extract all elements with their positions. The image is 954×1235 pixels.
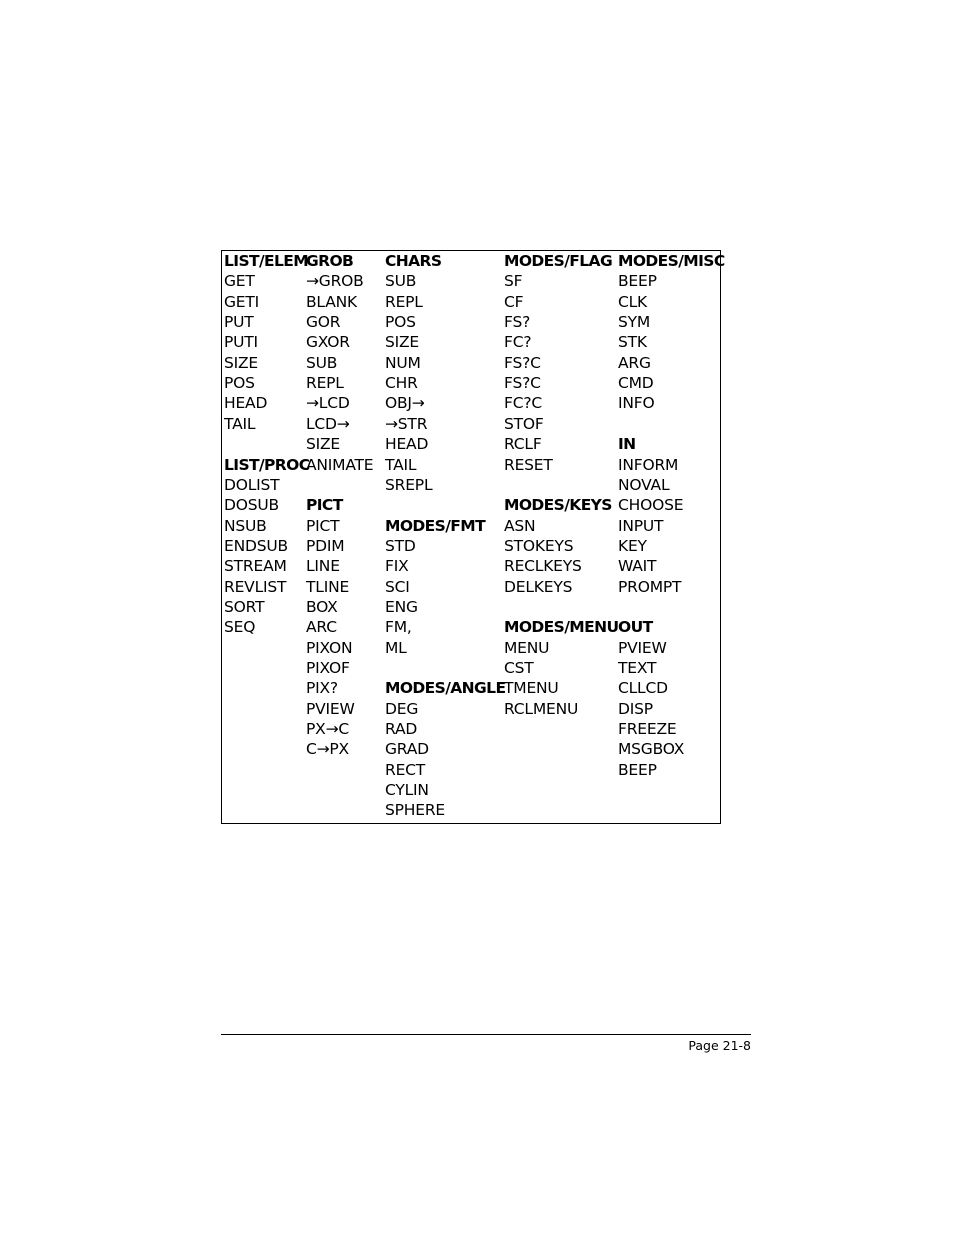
- command-name: STK: [618, 333, 647, 352]
- command-name: PVIEW: [306, 699, 355, 718]
- command-name: TLINE: [306, 577, 350, 596]
- command-name: PROMPT: [618, 577, 682, 596]
- command-name: REPL: [306, 374, 344, 393]
- command-name: GOR: [306, 313, 341, 332]
- command-name: SF: [504, 272, 523, 291]
- command-name: FS?C: [504, 374, 541, 393]
- command-name: CMD: [618, 374, 654, 393]
- command-name: CHR: [385, 374, 418, 393]
- command-name: SPHERE: [385, 801, 445, 820]
- command-name: DISP: [618, 699, 653, 718]
- command-name: REPL: [385, 292, 423, 311]
- command-name: BEEP: [618, 760, 657, 779]
- category-header: MODES/KEYS: [504, 496, 612, 515]
- category-header: GROB: [306, 252, 354, 270]
- command-name: SCI: [385, 577, 410, 596]
- command-name: HEAD: [385, 435, 429, 454]
- command-name: SIZE: [224, 353, 259, 372]
- command-name: PUTI: [224, 333, 258, 352]
- command-name: ENG: [385, 597, 418, 616]
- command-name: CLK: [618, 292, 648, 311]
- command-name: PUT: [224, 313, 254, 332]
- command-name: PIX?: [306, 679, 338, 698]
- command-name: ANIMATE: [306, 455, 374, 474]
- command-name: BOX: [306, 597, 338, 616]
- command-name: ML: [385, 638, 407, 657]
- category-header: LIST/PROC: [224, 455, 310, 474]
- command-name: SIZE: [385, 333, 420, 352]
- command-name: ARC: [306, 618, 337, 637]
- command-name: RCLMENU: [504, 699, 579, 718]
- command-name: STOF: [504, 414, 544, 433]
- command-name: TEXT: [618, 659, 657, 677]
- command-name: SORT: [224, 597, 265, 616]
- command-name: DELKEYS: [504, 577, 573, 596]
- command-name: TAIL: [224, 414, 256, 433]
- command-name: RECLKEYS: [504, 557, 582, 576]
- command-name: CYLIN: [385, 781, 429, 800]
- command-name: ARG: [618, 353, 651, 372]
- category-header: CHARS: [385, 252, 442, 270]
- command-name: INFO: [618, 394, 655, 413]
- command-name: CF: [504, 292, 524, 311]
- command-name: BLANK: [306, 292, 357, 311]
- command-name: RESET: [504, 455, 553, 474]
- command-name: →GROB: [306, 272, 364, 291]
- command-name: C→PX: [306, 740, 349, 759]
- command-name: WAIT: [618, 557, 657, 576]
- category-header: MODES/FLAG: [504, 252, 613, 270]
- command-name: CHOOSE: [618, 496, 684, 515]
- command-name: KEY: [618, 536, 647, 555]
- command-name: RAD: [385, 720, 418, 739]
- command-name: PVIEW: [618, 638, 667, 657]
- command-name: OBJ→: [385, 394, 425, 413]
- command-name: STREAM: [224, 557, 287, 576]
- command-name: DOSUB: [224, 496, 279, 515]
- command-name: MSGBOX: [618, 740, 685, 759]
- command-name: FIX: [385, 557, 409, 576]
- command-name: FS?C: [504, 353, 541, 372]
- command-name: RCLF: [504, 435, 542, 454]
- command-name: LCD→: [306, 414, 350, 433]
- command-name: BEEP: [618, 272, 657, 291]
- category-header: MODES/FMT: [385, 516, 486, 535]
- command-name: GXOR: [306, 333, 350, 352]
- command-name: SUB: [385, 272, 417, 291]
- command-name: DOLIST: [224, 475, 280, 494]
- category-header: MODES/MISC: [618, 252, 725, 270]
- command-name: GRAD: [385, 740, 429, 759]
- command-name: DEG: [385, 699, 419, 718]
- command-name: GETI: [224, 292, 260, 311]
- command-name: FC?C: [504, 394, 542, 413]
- command-name: REVLIST: [224, 577, 287, 596]
- command-name: LINE: [306, 557, 340, 576]
- command-name: NUM: [385, 353, 421, 372]
- command-name: INPUT: [618, 516, 664, 535]
- command-name: ASN: [504, 516, 536, 535]
- command-name: SREPL: [385, 475, 433, 494]
- command-name: HEAD: [224, 394, 268, 413]
- command-name: FC?: [504, 333, 532, 352]
- command-name: PICT: [306, 516, 340, 535]
- command-name: FS?: [504, 313, 531, 332]
- command-name: POS: [224, 374, 255, 393]
- command-name: SYM: [618, 313, 651, 332]
- command-name: FREEZE: [618, 720, 677, 739]
- command-name: TMENU: [504, 679, 559, 698]
- command-name: INFORM: [618, 455, 679, 474]
- command-name: GET: [224, 272, 255, 291]
- command-name: SIZE: [306, 435, 341, 454]
- command-name: PIXON: [306, 638, 353, 657]
- command-name: STOKEYS: [504, 536, 574, 555]
- category-header: IN: [618, 435, 636, 454]
- command-name: PX→C: [306, 720, 349, 739]
- command-name: CST: [504, 659, 534, 677]
- footer-rule: [221, 1034, 751, 1035]
- category-header: LIST/ELEM: [224, 252, 309, 270]
- command-name: ENDSUB: [224, 536, 288, 555]
- category-header: MODES/ANGLE: [385, 679, 506, 698]
- command-name: SUB: [306, 353, 338, 372]
- command-name: MENU: [504, 638, 550, 657]
- command-name: →LCD: [306, 394, 350, 413]
- command-name: CLLCD: [618, 679, 668, 698]
- command-name: NOVAL: [618, 475, 670, 494]
- command-name: NSUB: [224, 516, 267, 535]
- command-name: STD: [385, 536, 416, 555]
- command-name: SEQ: [224, 618, 256, 637]
- command-name: RECT: [385, 760, 426, 779]
- category-header: PICT: [306, 496, 343, 515]
- command-name: →STR: [385, 414, 428, 433]
- command-name: PIXOF: [306, 659, 350, 677]
- page-number: Page 21-8: [688, 1038, 751, 1053]
- command-name: PDIM: [306, 536, 345, 555]
- command-name: TAIL: [385, 455, 417, 474]
- command-name: FM,: [385, 618, 412, 637]
- command-table: [221, 250, 725, 824]
- category-header: OUT: [618, 618, 653, 637]
- category-header: MODES/MENU: [504, 618, 619, 637]
- command-name: POS: [385, 313, 416, 332]
